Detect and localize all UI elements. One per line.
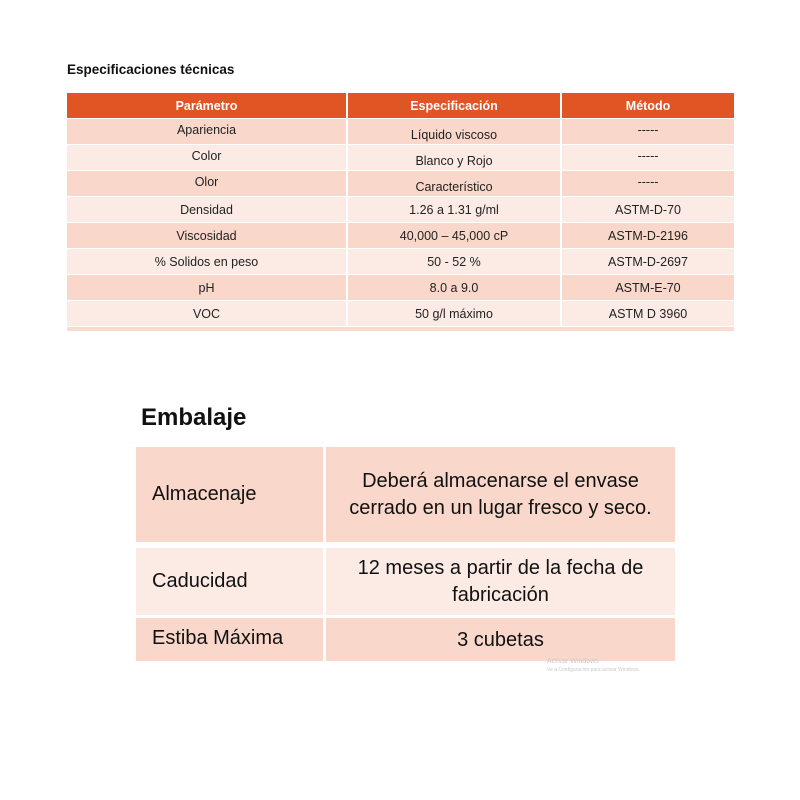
embalaje-value: 3 cubetas <box>326 618 675 661</box>
activation-watermark <box>547 657 640 675</box>
cell-especificacion: Líquido viscoso <box>348 119 562 145</box>
cell-metodo: ASTM-D-2196 <box>562 223 734 249</box>
watermark-line2: Ve a Configuración para activar Windows. <box>547 667 640 673</box>
table-row <box>67 301 734 327</box>
embalaje-table <box>136 447 675 661</box>
table-row <box>136 447 675 542</box>
embalaje-value: Deberá almacenarse el envase cerrado en un lugar fresco y seco. <box>326 447 675 542</box>
embalaje-label: Estiba Máxima <box>136 618 326 661</box>
cell-especificacion: 50 - 52 % <box>348 249 562 275</box>
header-parametro: Parámetro <box>67 93 348 118</box>
cell-metodo: ----- <box>562 145 734 171</box>
cell-metodo: ----- <box>562 119 734 145</box>
specs-table <box>67 93 734 331</box>
cell-parametro: Color <box>67 145 348 171</box>
cell-especificacion: 40,000 – 45,000 cP <box>348 223 562 249</box>
table-row <box>67 223 734 249</box>
header-metodo: Método <box>562 93 734 118</box>
cell-metodo: ASTM-D-70 <box>562 197 734 223</box>
cell-metodo: ASTM-E-70 <box>562 275 734 301</box>
table-row <box>67 145 734 171</box>
cell-metodo: ASTM D 3960 <box>562 301 734 327</box>
cell-metodo: ----- <box>562 171 734 197</box>
cell-parametro: Olor <box>67 171 348 197</box>
embalaje-title: Embalaje <box>141 404 247 431</box>
table-row <box>136 548 675 615</box>
embalaje-label: Almacenaje <box>136 447 326 542</box>
cell-parametro: Densidad <box>67 197 348 223</box>
cell-parametro: % Solidos en peso <box>67 249 348 275</box>
table-row <box>67 275 734 301</box>
watermark-line1: Activar Windows <box>547 658 599 665</box>
cell-especificacion: Blanco y Rojo <box>348 145 562 171</box>
specs-header-row <box>67 93 734 118</box>
cell-parametro: VOC <box>67 301 348 327</box>
header-especificacion: Especificación <box>348 93 562 118</box>
table-bottom-strip <box>67 327 734 331</box>
specs-title: Especificaciones técnicas <box>67 62 235 77</box>
cell-parametro: pH <box>67 275 348 301</box>
cell-especificacion: 1.26 a 1.31 g/ml <box>348 197 562 223</box>
cell-metodo: ASTM-D-2697 <box>562 249 734 275</box>
table-row <box>67 249 734 275</box>
cell-especificacion: 50 g/l máximo <box>348 301 562 327</box>
embalaje-label: Caducidad <box>136 548 326 615</box>
cell-especificacion: 8.0 a 9.0 <box>348 275 562 301</box>
cell-parametro: Apariencia <box>67 119 348 145</box>
table-row <box>136 618 675 661</box>
embalaje-value: 12 meses a partir de la fecha de fabricación <box>326 548 675 615</box>
table-row <box>67 197 734 223</box>
table-row <box>67 119 734 145</box>
cell-parametro: Viscosidad <box>67 223 348 249</box>
table-row <box>67 171 734 197</box>
cell-especificacion: Característico <box>348 171 562 197</box>
